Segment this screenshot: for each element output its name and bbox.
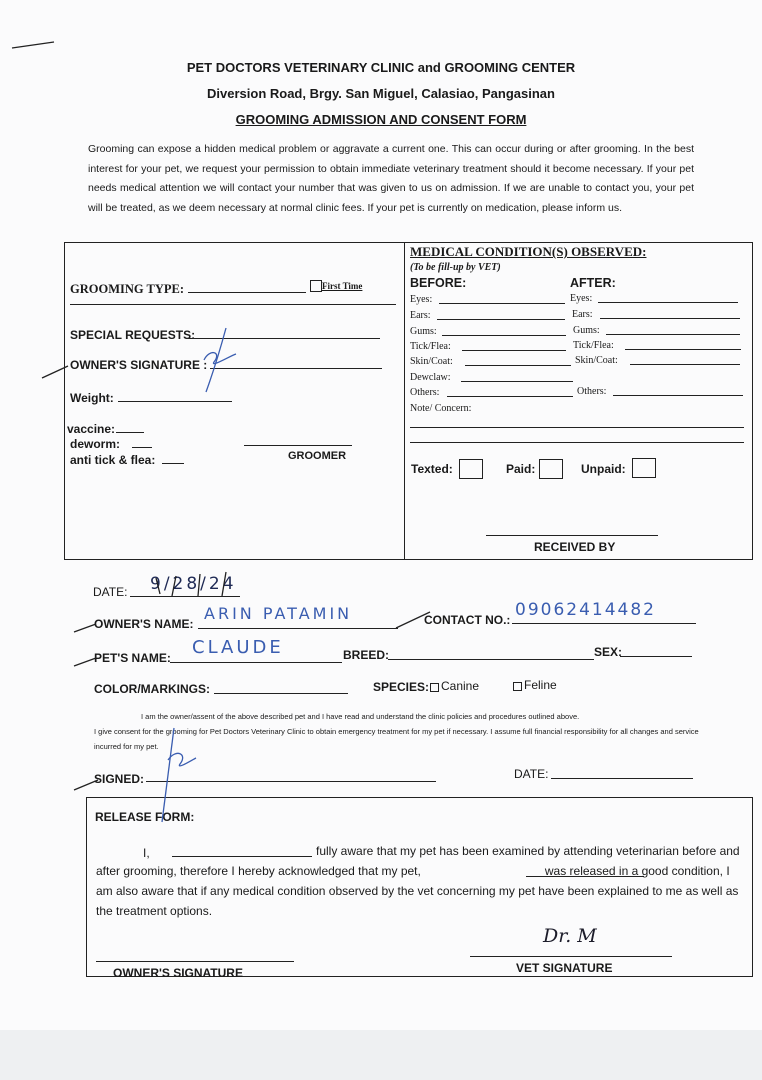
owner-name-label: OWNER'S NAME: xyxy=(94,617,194,631)
consent-initial-mark xyxy=(168,753,196,766)
consent-date-label: DATE: xyxy=(514,767,549,781)
species-label: SPECIES: xyxy=(373,680,430,694)
after-gums-label: Gums: xyxy=(573,325,600,336)
corner-pen-mark xyxy=(12,42,54,48)
before-gums-label: Gums: xyxy=(410,326,437,337)
sex-label: SEX: xyxy=(594,645,623,659)
before-dewclaw-label: Dewclaw: xyxy=(410,372,451,383)
canine-label: Canine xyxy=(441,679,480,693)
intro-paragraph: Grooming can expose a hidden medical problem or aggravate a current one. This can occur during or after grooming. In the best interest for your pet, we request your permission to obtain immediate veterinary treatment should it become necessary. If your pet needs medical attention we will contact your number that was given to us on admission. If we are unable to contact you, your pet will be treated, as we deem necessary at normal clinic fees. If your pet is currently on medication, please inform us. xyxy=(88,143,694,214)
breed-label: BREED: xyxy=(343,648,390,662)
date-value: 9/28/24 xyxy=(150,574,237,594)
consent-line-1: I am the owner/assent of the above described pet and I have read and understand the clinic policies and procedures outlined above. xyxy=(141,712,580,721)
contact-label: CONTACT NO.: xyxy=(424,613,511,627)
before-others-label: Others: xyxy=(410,387,440,398)
contact-value: 09062414482 xyxy=(515,600,656,620)
after-ears-label: Ears: xyxy=(572,309,593,320)
consent-signature-stroke xyxy=(162,728,174,822)
clinic-name: PET DOCTORS VETERINARY CLINIC and GROOMING CENTER xyxy=(186,60,576,75)
date-label: DATE: xyxy=(93,585,128,599)
pet-name-value: CLAUDE xyxy=(192,637,284,658)
vet-signature-label: VET SIGNATURE xyxy=(516,961,613,975)
medical-subtitle: (To be fill-up by VET) xyxy=(410,262,501,273)
first-time-label: First Time xyxy=(322,281,363,291)
after-skin-label: Skin/Coat: xyxy=(575,355,618,366)
weight-label: Weight: xyxy=(70,391,114,405)
after-others-label: Others: xyxy=(577,386,607,397)
note-concern-label: Note/ Concern: xyxy=(410,403,472,414)
anti-tick-label: anti tick & flea: xyxy=(70,453,156,467)
received-by-label: RECEIVED BY xyxy=(534,540,616,554)
owner-name-pointer-mark xyxy=(74,624,96,632)
owner-signature-pointer-mark xyxy=(42,366,68,378)
before-skin-label: Skin/Coat: xyxy=(410,356,453,367)
date-strokes xyxy=(156,572,226,596)
vaccine-label: vaccine: xyxy=(67,422,116,436)
grooming-type-label: GROOMING TYPE: xyxy=(70,282,185,296)
groomer-label: GROOMER xyxy=(288,450,347,462)
paid-label: Paid: xyxy=(506,462,536,476)
clinic-address: Diversion Road, Brgy. San Miguel, Calasiao, Pangasinan xyxy=(207,86,555,101)
special-requests-label: SPECIAL REQUESTS: xyxy=(70,328,196,342)
pet-name-pointer-mark xyxy=(74,658,96,666)
release-text-a: fully aware that my pet has been examined by attending veterinarian before and after grooming, therefore I hereby acknowledged that my pet, xyxy=(96,844,740,878)
form-title: GROOMING ADMISSION AND CONSENT FORM xyxy=(235,112,527,127)
consent-line-2: I give consent for the grooming for Pet Doctors Veterinary Clinic to obtain emergency treatment for my pet if necessary. I assume full financial responsibility for all changes and service incurred for my pet. xyxy=(94,727,699,751)
color-markings-label: COLOR/MARKINGS: xyxy=(94,682,210,696)
pet-name-label: PET'S NAME: xyxy=(94,651,171,665)
owner-release-signature-label: OWNER'S SIGNATURE xyxy=(113,966,243,980)
feline-label: Feline xyxy=(524,678,557,692)
deworm-label: deworm: xyxy=(70,437,121,451)
before-ears-label: Ears: xyxy=(410,310,431,321)
before-eyes-label: Eyes: xyxy=(410,294,433,305)
unpaid-label: Unpaid: xyxy=(581,462,626,476)
after-label: AFTER: xyxy=(570,276,616,290)
vet-signature-value: Dr. M xyxy=(543,925,597,947)
release-text-b: was released in a good condition, I am also aware that if any medical condition observed by the vet concerning my pet have been explained to me as well as the treatment options. xyxy=(96,864,739,918)
owner-signature-label: OWNER'S SIGNATURE : xyxy=(70,358,208,372)
signed-label: SIGNED: xyxy=(94,772,145,786)
owner-initial-mark xyxy=(204,353,236,364)
before-tick-label: Tick/Flea: xyxy=(410,341,451,352)
signed-pointer-mark xyxy=(74,780,98,790)
texted-label: Texted: xyxy=(411,462,453,476)
after-eyes-label: Eyes: xyxy=(570,293,593,304)
medical-title: MEDICAL CONDITION(S) OBSERVED: xyxy=(410,244,647,259)
release-i-label: I, xyxy=(143,846,150,860)
after-tick-label: Tick/Flea: xyxy=(573,340,614,351)
release-title: RELEASE FORM: xyxy=(95,810,195,824)
before-label: BEFORE: xyxy=(410,276,467,290)
contact-pointer-mark xyxy=(396,612,430,628)
owner-name-value: ARIN PATAMIN xyxy=(204,604,353,623)
